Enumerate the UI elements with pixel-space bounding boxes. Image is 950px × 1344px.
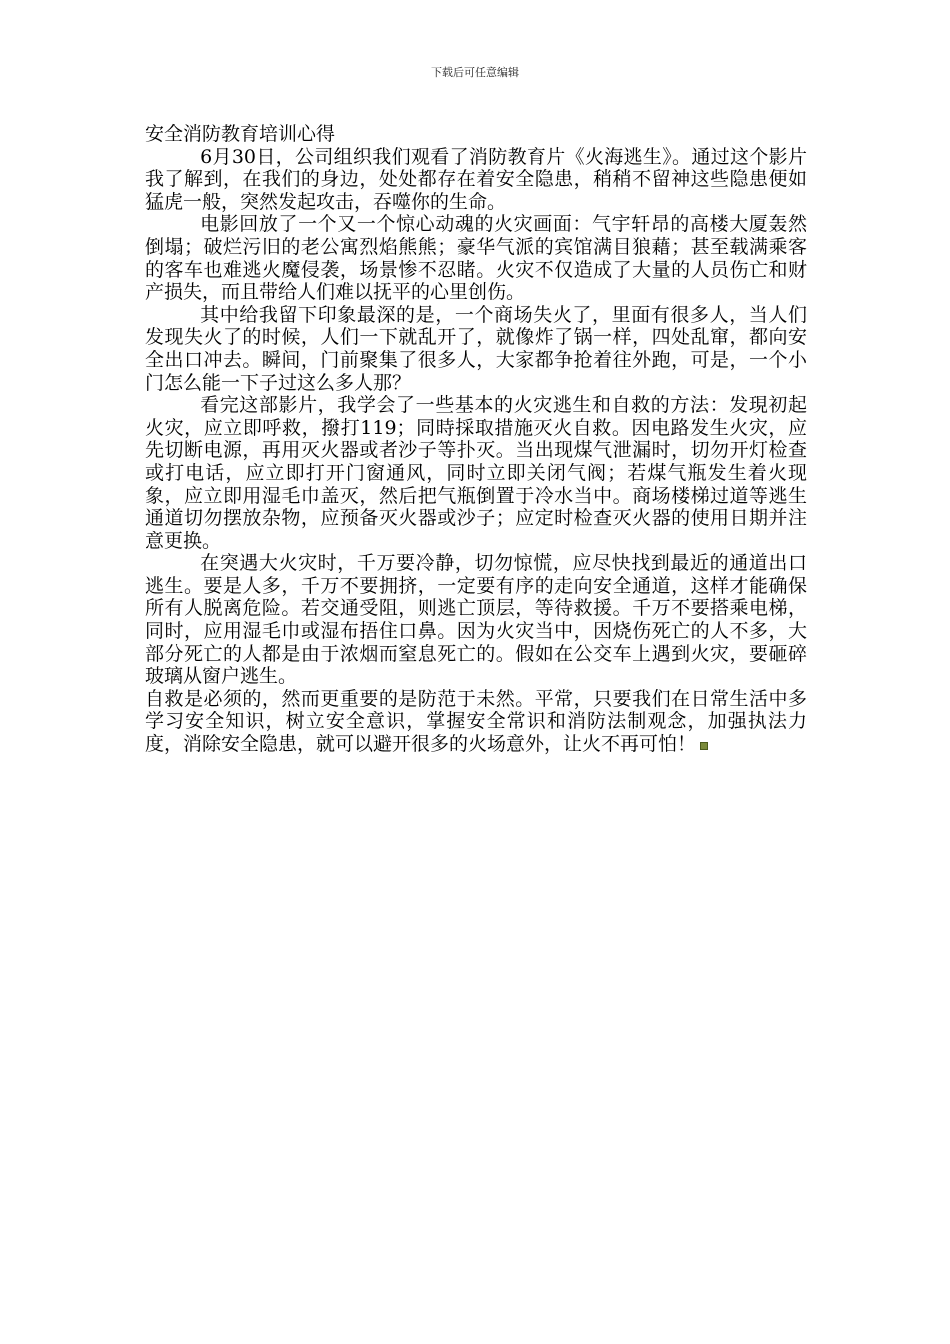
paragraph-3: 其中给我留下印象最深的是，一个商场失火了，里面有很多人，当人们发现失火了的时候，人们一下就乱开了，就像炸了锅一样，四处乱窜，都向安全出口冲去。瞬间，门前聚集了很多人，大家都争抢着往外跑，可是，一个小门怎么能一下子过这么多人那？ (145, 303, 807, 394)
paragraph-4: 看完这部影片，我学会了一些基本的火灾逃生和自救的方法：发現初起火灾，应立即呼救，撥打119；同時採取措施灭火自救。因电路发生火灾，应先切断电源，再用灭火器或者沙子等扑灭。当出现煤气泄漏时，切勿开灯检查或打电话，应立即打开门窗通风，同时立即关闭气阀；若煤气瓶发生着火现象，应立即用湿毛巾盖灭，然后把气瓶倒置于冷水当中。商场楼梯过道等逃生通道切勿摆放杂物，应预备灭火器或沙子；应定时检查灭火器的使用日期并注意更换。 (145, 394, 807, 552)
document-title: 安全消防教育培训心得 (145, 123, 336, 145)
paragraph-6 (145, 688, 807, 756)
paragraph-2: 电影回放了一个又一个惊心动魂的火灾画面：气宇轩昂的高楼大厦轰然倒塌；破烂污旧的老公寓烈焰熊熊；豪华气派的宾馆满目狼藉；甚至载满乘客的客车也难逃火魔侵袭，场景惨不忍睹。火灾不仅造成了大量的人员伤亡和财产损失，而且带给人们难以抚平的心里创伤。 (145, 213, 807, 304)
page-header (0, 66, 950, 80)
paragraph-5: 在突遇大火灾时，千万要冷静，切勿惊慌，应尽快找到最近的通道出口逃生。要是人多，千万不要拥挤，一定要有序的走向安全通道，这样才能确保所有人脱离危险。若交通受阻，则逃亡顶层，等待救援。千万不要搭乘电梯，同时，应用湿毛巾或湿布捂住口鼻。因为火灾当中，因烧伤死亡的人不多，大部分死亡的人都是由于浓烟而窒息死亡的。假如在公交车上遇到火灾，要砸碎玻璃从窗户逃生。 (145, 552, 807, 688)
header-text: 下载后可任意编辑 (431, 66, 519, 79)
paragraph-1: 6月30日，公司组织我们观看了消防教育片《火海逃生》。通过这个影片我了解到，在我们的身边，处处都存在着安全隐患，稍稍不留神这些隐患便如猛虎一般，突然发起攻击，吞噬你的生命。 (145, 145, 807, 213)
document-body (145, 123, 807, 756)
end-mark-icon (700, 742, 708, 750)
paragraph-6-text: 自救是必须的，然而更重要的是防范于未然。平常，只要我们在日常生活中多学习安全知识，树立安全意识，掌握安全常识和消防法制观念，加强执法力度，消除安全隐患，就可以避开很多的火场意外，让火不再可怕！ (145, 687, 807, 756)
